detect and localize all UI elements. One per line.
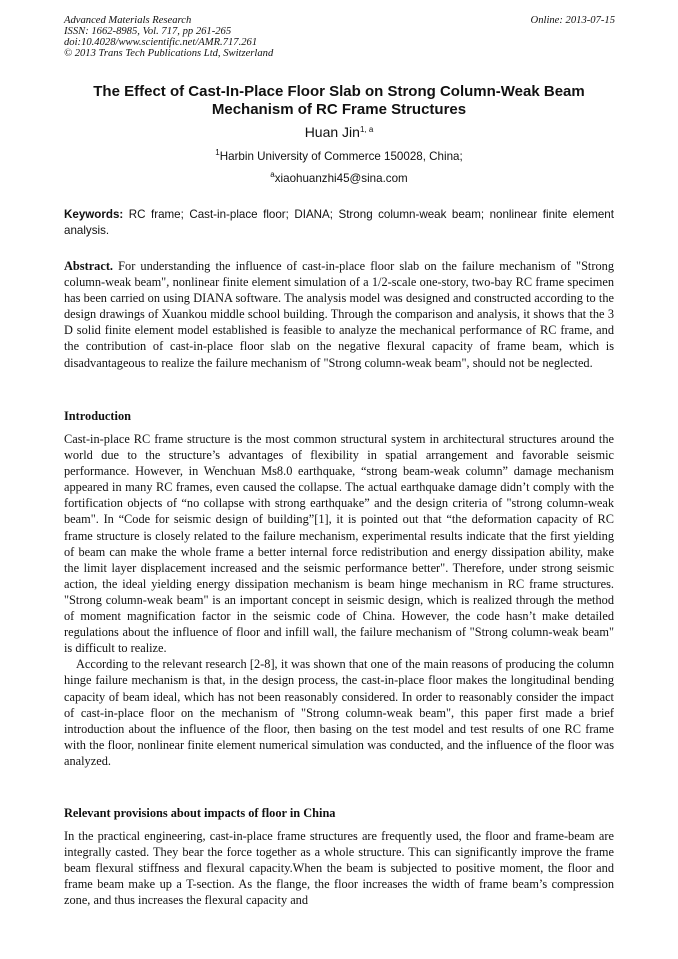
abstract <box>64 258 614 371</box>
affiliation-text: Harbin University of Commerce 150028, China; <box>219 150 463 163</box>
affiliation-line <box>64 149 614 165</box>
email-sup: a <box>270 170 275 179</box>
author-name: Huan Jin <box>304 124 360 140</box>
doi-line: doi:10.4028/www.scientific.net/AMR.717.261 <box>64 37 258 48</box>
introduction-body <box>64 431 614 769</box>
keywords-label: Keywords: <box>64 208 124 221</box>
email-line <box>64 171 614 187</box>
author-sup: 1, a <box>359 125 374 134</box>
online-date: Online: 2013-07-15 <box>530 15 615 26</box>
introduction-heading: Introduction <box>64 409 131 423</box>
keywords <box>64 207 614 238</box>
email-text: xiaohuanzhi45@sina.com <box>274 172 408 185</box>
issn-line: ISSN: 1662-8985, Vol. 717, pp 261-265 <box>64 26 232 37</box>
journal-name: Advanced Materials Research <box>64 15 192 26</box>
introduction-paragraph: Cast-in-place RC frame structure is the most common structural system in architectural structures around the world due to the structure’s advantages of flexibility in spatial arrangement and favorable seismic performance. However, in Wenchuan Ms8.0 earthquake, “strong beam-weak column” damage mechanism appeared in many RC frames, even caused the collapse. The actual earthquake damage didn’t comply with the fortification objects of “no collapse with strong earthquake” and the design criteria of "strong column-weak beam". In “Code for seismic design of building”[1], it is pointed out that “the deformation capacity of RC frame structure is closely related to the failure mechanism, experimental results indicate that the first yielding of beam can make the whole frame a better internal force redistribution and energy dissipation ability, make the limit layer displacement increased and the seismic performance better". Therefore, under strong seismic action, the ideal yielding energy dissipation mechanism is beam hinge mechanism in RC frame structures. "Strong column-weak beam" is an important concept in seismic design, which is realized through the method of moment magnification factor in the seismic code of China. However, the code hasn’t make detailed regulations about the influence of floor and infill wall, the failure mechanism of "Strong column-weak beam" is difficult to realize. <box>64 432 614 656</box>
abstract-text: For understanding the influence of cast-in-place floor slab on the failure mechanism of "Strong column-weak beam", nonlinear finite element simulation of a 1/2-scale one-story, two-bay RC frame specimen has been carried on using DIANA software. The analysis model was designed and constructed according to the design drawings of Xuankou middle school building. Through the comparison and analysis, it shows that the 3 D solid finite element model established is feasible to analyze the mechanical performance of RC frame, and the contribution of cast-in-place floor slab on the negative flexural capacity of frame beam, which is disadvantageous to realize the failure mechanism of "Strong column-weak beam", should not be neglected. <box>64 259 614 370</box>
paper-title: The Effect of Cast-In-Place Floor Slab on Strong Column-Weak Beam Mechanism of RC Frame Structures <box>93 83 585 118</box>
abstract-label: Abstract. <box>64 259 114 273</box>
publication-meta <box>64 15 273 59</box>
keywords-text: RC frame; Cast-in-place floor; DIANA; Strong column-weak beam; nonlinear finite element analysis. <box>64 208 614 237</box>
copyright-line: © 2013 Trans Tech Publications Ltd, Switzerland <box>64 48 274 59</box>
relevant-provisions-heading: Relevant provisions about impacts of floor in China <box>64 806 336 820</box>
introduction-paragraph: According to the relevant research [2-8], it was shown that one of the main reasons of producing the column hinge failure mechanism is that, in the design process, the cast-in-place floor makes the longitudinal bending capacity of beam ideal, which has not been reasonably considered. In order to reasonably consider the impact of cast-in-place floor on the mechanism of "Strong column-weak beam", this paper first made a brief introduction about the influence of the floor, then basing on the test model and test results of one RC frame with the floor, nonlinear finite element numerical simulation was conducted, and the influence of the floor was analyzed. <box>64 657 614 768</box>
author-line <box>64 123 614 141</box>
relevant-provisions-body: In the practical engineering, cast-in-place frame structures are frequently used, the floor and frame-beam are integrally casted. They bear the force together as a whole structure. This can significantly improve the frame beam flexural stiffness and flexural capacity.When the beam is subjected to positive moment, the floor and frame beam make up a T-section. As the flange, the floor increases the width of frame beam’s compression zone, and thus increases the flexural capacity and <box>64 829 614 908</box>
affiliation-sup: 1 <box>215 148 220 157</box>
